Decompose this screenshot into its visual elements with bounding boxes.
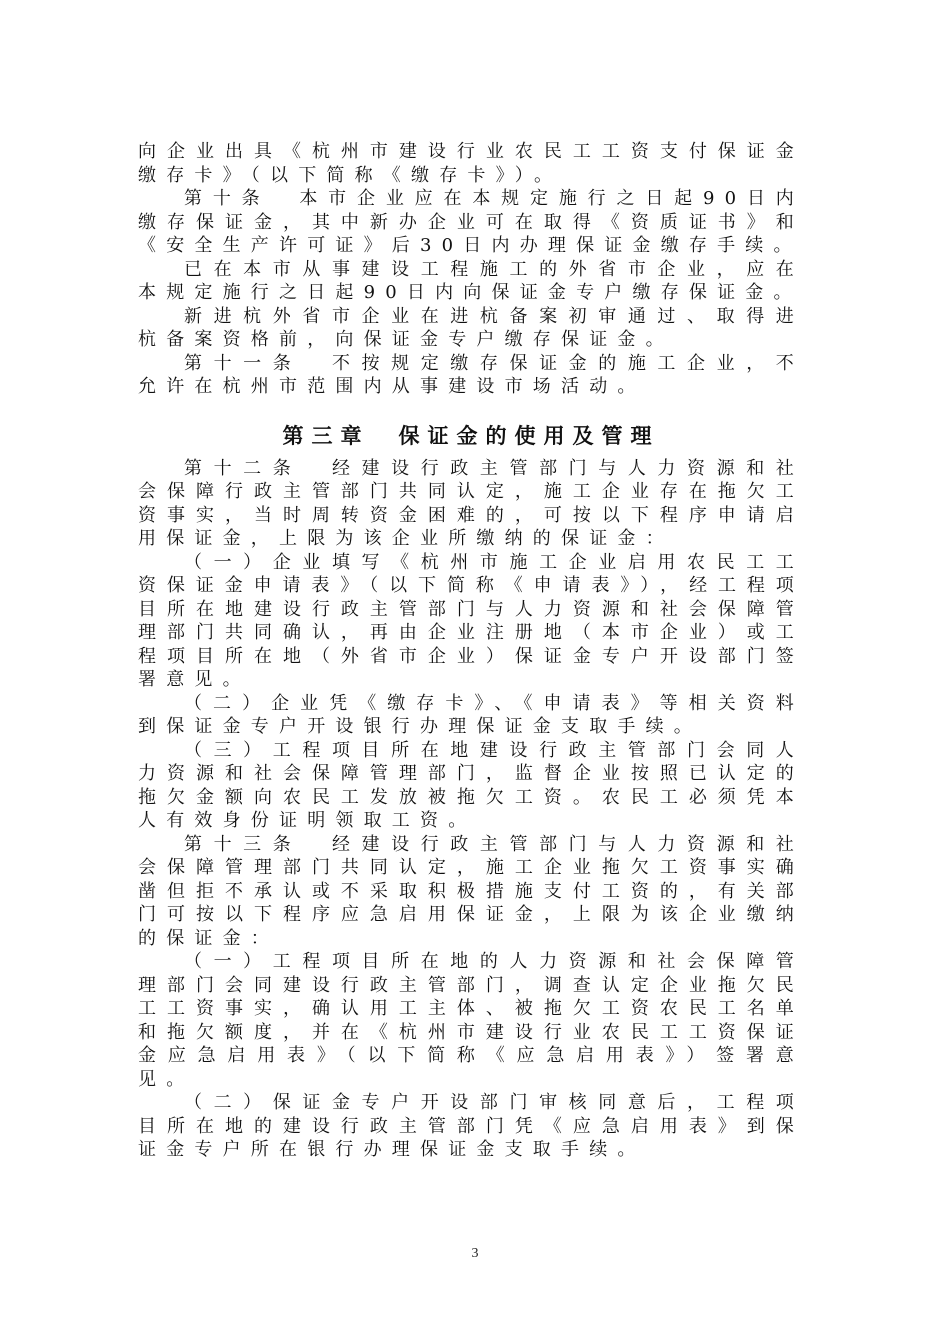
article-12: 第十二条 经建设行政主管部门与人力资源和社会保障行政主管部门共同认定，施工企业存在拖欠工资事实，当时周转资金困难的，可按以下程序申请启用保证金，上限为该企业所缴纳的保证金：: [138, 457, 804, 549]
document-page: [138, 140, 804, 1162]
article-10: 第十条 本市企业应在本规定施行之日起90日内缴存保证金，其中新办企业可在取得《资质证书》和《安全生产许可证》后30日内办理保证金缴存手续。: [138, 188, 804, 256]
article-13: 第十三条 经建设行政主管部门与人力资源和社会保障管理部门共同认定，施工企业拖欠工资事实确凿但拒不承认或不采取积极措施支付工资的，有关部门可按以下程序应急启用保证金，上限为该企业缴纳的保证金：: [138, 833, 804, 949]
article-12-item-1: （一）企业填写《杭州市施工企业启用农民工工资保证金申请表》（以下简称《申请表》），经工程项目所在地建设行政主管部门与人力资源和社会保障管理部门共同确认，再由企业注册地（本市企业）或工程项目所在地（外省市企业）保证金专户开设部门签署意见。: [138, 551, 804, 690]
page-number: 3: [471, 1246, 479, 1261]
article-12-item-2: （二）企业凭《缴存卡》、《申请表》等相关资料到保证金专户开设银行办理保证金支取手续。: [138, 692, 804, 737]
article-13-item-2: （二）保证金专户开设部门审核同意后，工程项目所在地的建设行政主管部门凭《应急启用表》到保证金专户所在银行办理保证金支取手续。: [138, 1092, 804, 1160]
article-10-paragraph-2: 已在本市从事建设工程施工的外省市企业，应在本规定施行之日起90日内向保证金专户缴存保证金。: [138, 258, 804, 303]
article-13-item-1: （一）工程项目所在地的人力资源和社会保障管理部门会同建设行政主管部门，调查认定企业拖欠民工工资事实，确认用工主体、被拖欠工资农民工名单和拖欠额度，并在《杭州市建设行业农民工工资保证金应急启用表》（以下简称《应急启用表》）签署意见。: [138, 951, 804, 1090]
article-11: 第十一条 不按规定缴存保证金的施工企业，不允许在杭州市范围内从事建设市场活动。: [138, 352, 804, 397]
article-10-paragraph-3: 新进杭外省市企业在进杭备案初审通过、取得进杭备案资格前，向保证金专户缴存保证金。: [138, 305, 804, 350]
article-12-item-3: （三）工程项目所在地建设行政主管部门会同人力资源和社会保障管理部门，监督企业按照已认定的拖欠金额向农民工发放被拖欠工资。农民工必须凭本人有效身份证明领取工资。: [138, 739, 804, 831]
chapter-title: 第三章 保证金的使用及管理: [282, 423, 660, 448]
paragraph-continuation: 向企业出具《杭州市建设行业农民工工资支付保证金缴存卡》（以下简称《缴存卡》）。: [138, 141, 804, 186]
